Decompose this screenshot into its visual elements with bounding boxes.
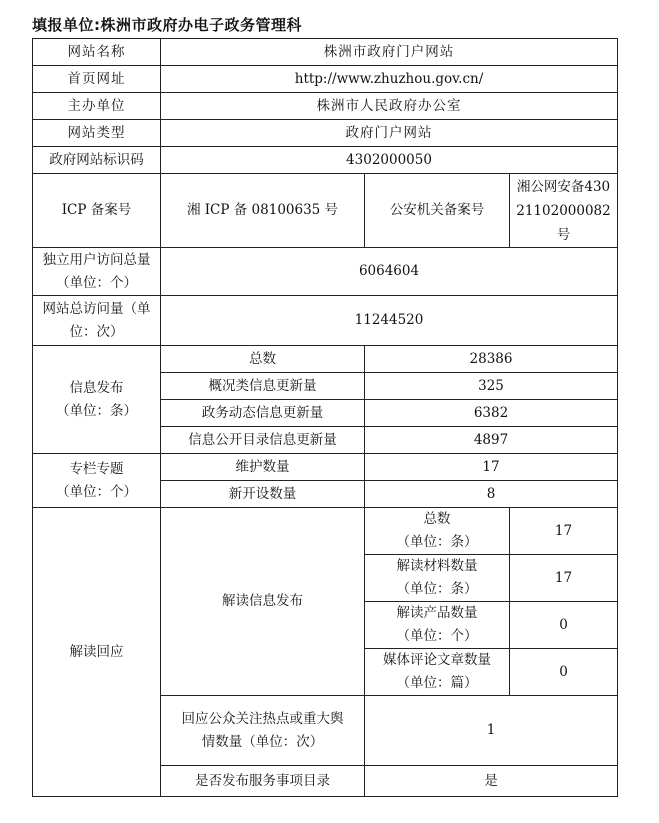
service-catalog-value: 是 <box>365 766 618 797</box>
total-visits-label: 网站总访问量（单位：次） <box>33 296 161 346</box>
interp-item-label <box>365 649 510 696</box>
row-sponsor <box>33 93 618 120</box>
column-item-label: 新开设数量 <box>161 481 365 508</box>
report-table <box>32 38 618 797</box>
column-row-maintain <box>33 454 618 481</box>
report-header: 填报单位:株洲市政府办电子政务管理科 <box>32 16 303 34</box>
info-item-label: 信息公开目录信息更新量 <box>161 427 365 454</box>
police-record-value: 湘公网安备43021102000082号 <box>510 174 618 248</box>
column-item-label: 维护数量 <box>161 454 365 481</box>
interp-item-value: 0 <box>510 649 618 696</box>
interp-item-unit: （单位：条） <box>396 581 478 597</box>
info-row-total <box>33 346 618 373</box>
info-item-label: 概况类信息更新量 <box>161 373 365 400</box>
site-code-value: 4302000050 <box>161 147 618 174</box>
site-name-label: 网站名称 <box>33 39 161 66</box>
interp-item-unit: （单位：个） <box>396 628 478 644</box>
interp-item-title: 总数 <box>423 511 451 527</box>
info-item-value: 6382 <box>365 400 618 427</box>
total-visits-value: 11244520 <box>161 296 618 346</box>
interp-item-label <box>365 602 510 649</box>
info-item-value: 4897 <box>365 427 618 454</box>
column-topics-unit: （单位：个） <box>56 483 137 500</box>
unique-visitors-value: 6064604 <box>161 248 618 296</box>
row-homepage <box>33 66 618 93</box>
site-type-value: 政府门户网站 <box>161 120 618 147</box>
interp-item-value: 17 <box>510 555 618 602</box>
police-record-label: 公安机关备案号 <box>365 174 510 248</box>
interp-item-unit: （单位：条） <box>396 534 478 550</box>
row-site-type <box>33 120 618 147</box>
interp-row-total <box>33 508 618 555</box>
row-site-name <box>33 39 618 66</box>
row-unique-visitors <box>33 248 618 296</box>
interp-item-value: 0 <box>510 602 618 649</box>
homepage-url: http://www.zhuzhou.gov.cn/ <box>161 66 618 93</box>
info-item-value: 325 <box>365 373 618 400</box>
row-total-visits <box>33 296 618 346</box>
row-icp <box>33 174 618 248</box>
site-type-label: 网站类型 <box>33 120 161 147</box>
response-value: 1 <box>365 696 618 766</box>
interpretation-label: 解读回应 <box>33 508 161 797</box>
icp-label: ICP 备案号 <box>33 174 161 248</box>
interp-item-label <box>365 508 510 555</box>
response-label: 回应公众关注热点或重大舆情数量（单位：次） <box>161 696 365 766</box>
info-item-label: 政务动态信息更新量 <box>161 400 365 427</box>
column-topics-label <box>33 454 161 508</box>
unique-visitors-label: 独立用户访问总量（单位：个） <box>33 248 161 296</box>
interp-item-title: 解读材料数量 <box>396 558 478 574</box>
homepage-label: 首页网址 <box>33 66 161 93</box>
interp-item-title: 解读产品数量 <box>396 605 478 621</box>
site-name-value: 株洲市政府门户网站 <box>161 39 618 66</box>
interp-item-value: 17 <box>510 508 618 555</box>
interp-item-unit: （单位：篇） <box>396 675 478 691</box>
interp-item-label <box>365 555 510 602</box>
icp-value: 湘 ICP 备 08100635 号 <box>161 174 365 248</box>
column-item-value: 17 <box>365 454 618 481</box>
service-catalog-label: 是否发布服务事项目录 <box>161 766 365 797</box>
site-code-label: 政府网站标识码 <box>33 147 161 174</box>
column-topics-title: 专栏专题 <box>69 460 124 477</box>
row-site-code <box>33 147 618 174</box>
interpretation-publish-label: 解读信息发布 <box>161 508 365 696</box>
column-item-value: 8 <box>365 481 618 508</box>
sponsor-value: 株洲市人民政府办公室 <box>161 93 618 120</box>
info-publish-title: 信息发布 <box>69 379 124 396</box>
info-publish-label <box>33 346 161 454</box>
info-publish-unit: （单位：条） <box>56 402 137 419</box>
info-item-value: 28386 <box>365 346 618 373</box>
interp-item-title: 媒体评论文章数量 <box>383 652 491 668</box>
sponsor-label: 主办单位 <box>33 93 161 120</box>
info-item-label: 总数 <box>161 346 365 373</box>
